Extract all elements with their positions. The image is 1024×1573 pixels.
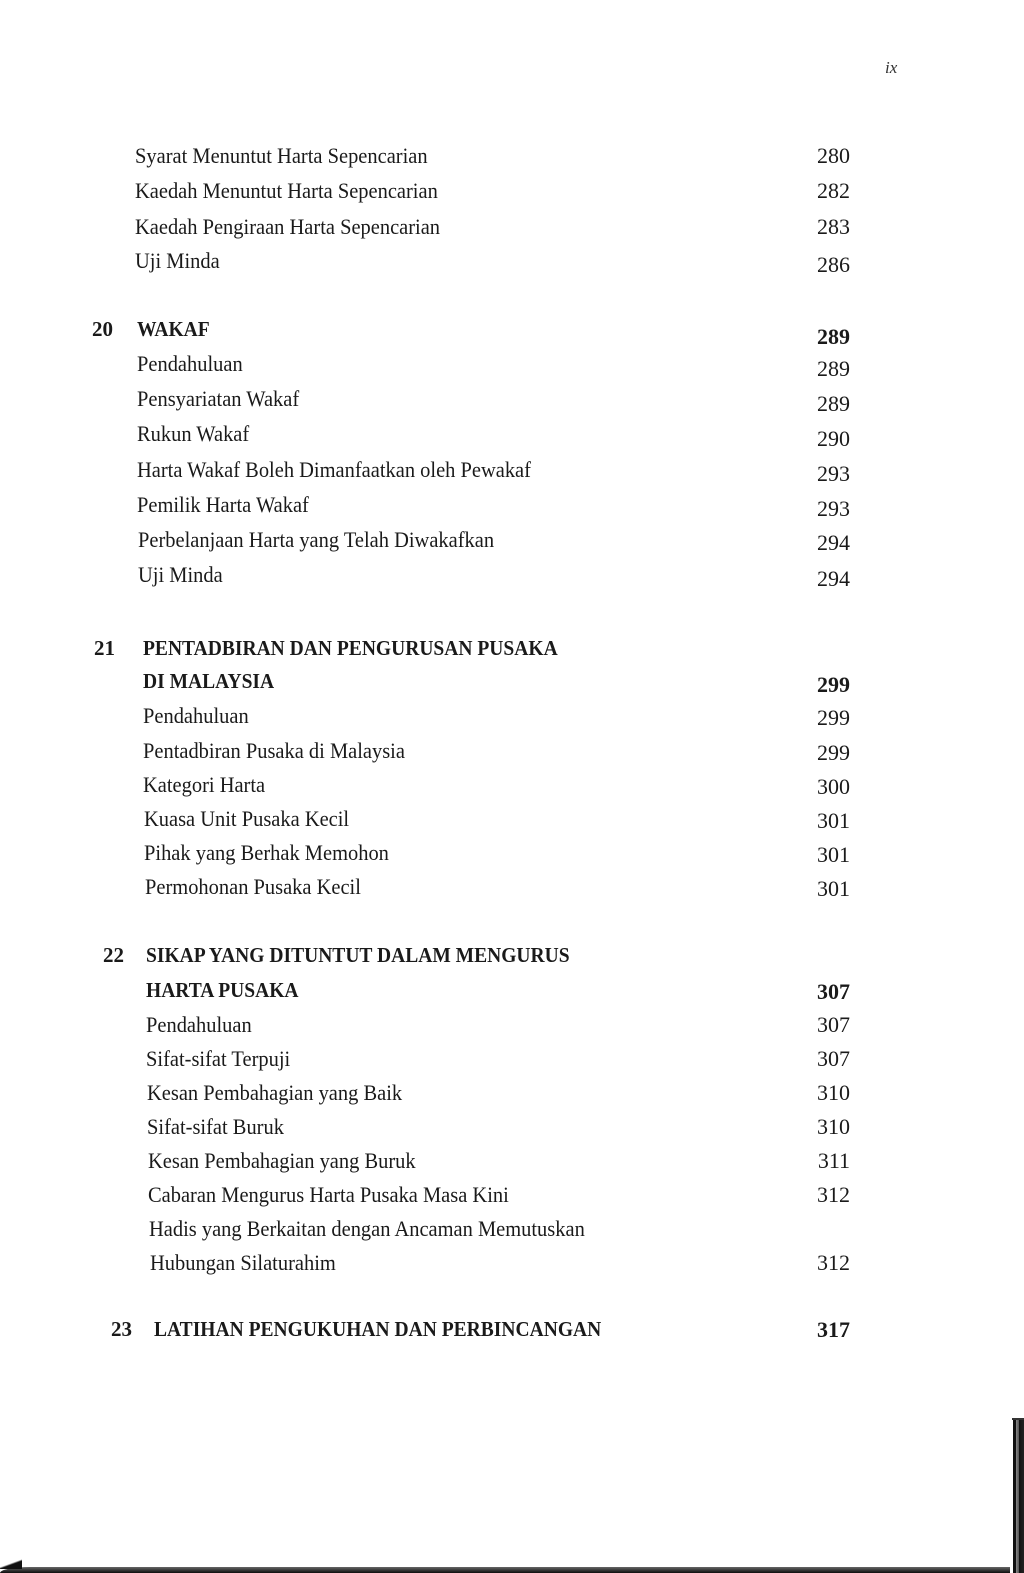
entry-title: Sifat-sifat Terpuji	[146, 1046, 291, 1071]
chapter-number: 22	[103, 943, 124, 967]
chapter-heading-continued[interactable]	[0, 978, 1024, 1008]
entry-title: Kesan Pembahagian yang Buruk	[148, 1148, 416, 1173]
toc-entry[interactable]	[0, 1216, 1024, 1246]
toc-entry[interactable]	[0, 1114, 1024, 1144]
toc-entry[interactable]	[0, 772, 1024, 802]
entry-title: Uji Minda	[138, 562, 223, 587]
entry-title: Hadis yang Berkaitan dengan Ancaman Memutuskan	[149, 1216, 585, 1241]
toc-entry[interactable]	[0, 351, 1024, 381]
entry-page: 300	[817, 774, 850, 799]
entry-page: 307	[817, 1012, 850, 1037]
toc-entry[interactable]	[0, 1012, 1024, 1042]
entry-title: Perbelanjaan Harta yang Telah Diwakafkan	[138, 527, 495, 552]
entry-title: Rukun Wakaf	[137, 421, 250, 446]
toc-entry[interactable]	[0, 874, 1024, 904]
entry-title: Harta Wakaf Boleh Dimanfaatkan oleh Pewakaf	[137, 457, 531, 482]
entry-title: Pentadbiran Pusaka di Malaysia	[143, 738, 405, 763]
toc-entry[interactable]	[0, 1182, 1024, 1212]
entry-title: Pihak yang Berhak Memohon	[144, 840, 389, 865]
toc-entry[interactable]	[0, 806, 1024, 836]
entry-page: 294	[817, 530, 850, 555]
toc-entry[interactable]	[0, 143, 1024, 173]
toc-entry[interactable]	[0, 738, 1024, 768]
entry-page: 312	[817, 1250, 850, 1275]
entry-page: 312	[817, 1182, 850, 1207]
chapter-page: 289	[817, 324, 850, 349]
entry-title: Hubungan Silaturahim	[150, 1250, 336, 1275]
entry-title: Pemilik Harta Wakaf	[137, 492, 309, 517]
entry-title: Uji Minda	[135, 248, 220, 273]
entry-title: Kuasa Unit Pusaka Kecil	[144, 806, 350, 831]
chapter-number: 23	[111, 1317, 132, 1341]
entry-page: 310	[817, 1080, 850, 1105]
chapter-page: 307	[817, 979, 850, 1004]
entry-page: 290	[817, 426, 850, 451]
entry-page: 311	[817, 1148, 850, 1173]
entry-title: Cabaran Mengurus Harta Pusaka Masa Kini	[148, 1182, 509, 1207]
entry-page: 294	[817, 566, 850, 591]
toc-entry[interactable]	[0, 421, 1024, 451]
entry-title: Sifat-sifat Buruk	[147, 1114, 284, 1139]
toc-entry[interactable]	[0, 703, 1024, 733]
entry-title: Pendahuluan	[146, 1012, 252, 1037]
toc-entry[interactable]	[0, 1046, 1024, 1076]
entry-page: 307	[817, 1046, 850, 1071]
entry-page: 293	[817, 461, 850, 486]
chapter-title: PENTADBIRAN DAN PENGURUSAN PUSAKA	[143, 636, 558, 660]
entry-title: Kesan Pembahagian yang Baik	[147, 1080, 403, 1105]
entry-title: Pendahuluan	[143, 703, 249, 728]
toc-entry[interactable]	[0, 214, 1024, 244]
chapter-page: 317	[817, 1317, 850, 1342]
chapter-title: SIKAP YANG DITUNTUT DALAM MENGURUS	[146, 943, 570, 967]
entry-page: 299	[817, 705, 850, 730]
toc-entry[interactable]	[0, 386, 1024, 416]
chapter-page: 299	[817, 672, 850, 697]
chapter-heading[interactable]	[0, 636, 1024, 666]
toc-entry[interactable]	[0, 1080, 1024, 1110]
toc-entry[interactable]	[0, 1148, 1024, 1178]
chapter-title: LATIHAN PENGUKUHAN DAN PERBINCANGAN	[154, 1317, 602, 1341]
entry-page: 280	[817, 143, 850, 168]
entry-page: 299	[817, 740, 850, 765]
entry-page: 289	[817, 356, 850, 381]
toc-entry[interactable]	[0, 178, 1024, 208]
entry-page: 293	[817, 496, 850, 521]
entry-page: 301	[817, 808, 850, 833]
entry-page: 301	[817, 842, 850, 867]
entry-page: 282	[817, 178, 850, 203]
chapter-title: WAKAF	[137, 317, 210, 341]
toc-entry[interactable]	[0, 492, 1024, 522]
entry-page: 286	[817, 252, 850, 277]
entry-title: Pendahuluan	[137, 351, 243, 376]
entry-page: 301	[817, 876, 850, 901]
toc-entry[interactable]	[0, 248, 1024, 278]
entry-page: 289	[817, 391, 850, 416]
entry-title: Permohonan Pusaka Kecil	[145, 874, 361, 899]
toc-entry[interactable]	[0, 527, 1024, 557]
page-binding-edge	[1010, 1420, 1024, 1573]
toc-entry[interactable]	[0, 562, 1024, 592]
entry-title: Kaedah Pengiraan Harta Sepencarian	[135, 214, 441, 239]
entry-title: Pensyariatan Wakaf	[137, 386, 300, 411]
chapter-title: HARTA PUSAKA	[146, 978, 299, 1002]
page-bottom-corner	[0, 1559, 22, 1569]
toc-entry[interactable]	[0, 457, 1024, 487]
entry-title: Kategori Harta	[143, 772, 266, 797]
toc-entry[interactable]	[0, 840, 1024, 870]
entry-page: 310	[817, 1114, 850, 1139]
chapter-title: DI MALAYSIA	[143, 669, 275, 693]
page-bottom-edge	[0, 1567, 1010, 1573]
chapter-number: 20	[92, 317, 113, 341]
page-number: ix	[885, 58, 898, 77]
toc-entry[interactable]	[0, 1250, 1024, 1280]
chapter-heading[interactable]	[0, 1317, 1024, 1347]
entry-page: 283	[817, 214, 850, 239]
chapter-number: 21	[94, 636, 115, 660]
entry-title: Kaedah Menuntut Harta Sepencarian	[135, 178, 438, 203]
chapter-heading-continued[interactable]	[0, 669, 1024, 699]
chapter-heading[interactable]	[0, 943, 1024, 973]
chapter-heading[interactable]	[0, 317, 1024, 347]
entry-title: Syarat Menuntut Harta Sepencarian	[135, 143, 428, 168]
